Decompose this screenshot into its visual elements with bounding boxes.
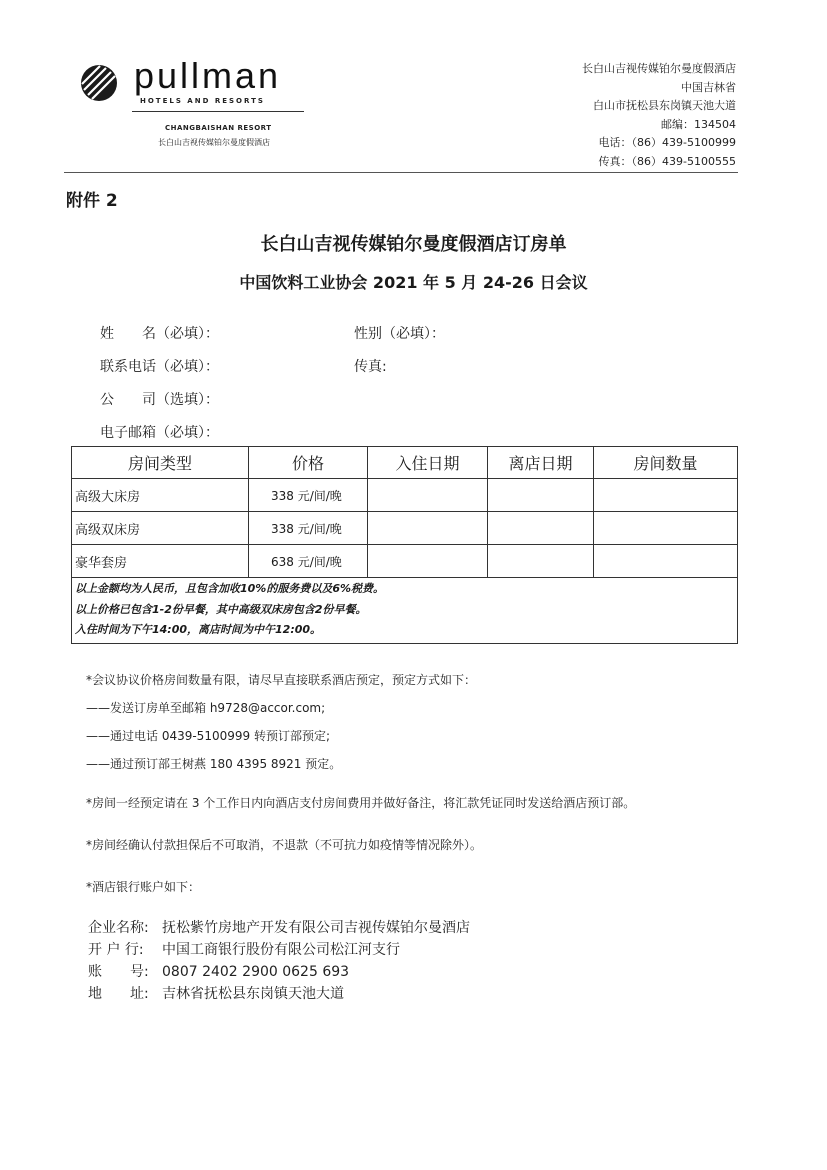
room-price-cell: 338 元/间/晚 — [249, 512, 368, 545]
brand-logo-text: pullman — [134, 55, 282, 96]
note-line: 以上价格已包含1-2份早餐，其中高级双床房包含2份早餐。 — [75, 602, 367, 616]
hotel-address-block — [582, 60, 736, 171]
address-line: 中国吉林省 — [681, 80, 736, 94]
note-line: 以上金额均为人民币，且包含加收10%的服务费以及6%税费。 — [75, 582, 385, 595]
checkout-date-cell[interactable] — [488, 479, 594, 512]
room-type-cell: 豪华套房 — [72, 545, 249, 578]
gender-field-label: 性别（必填）： — [354, 326, 445, 342]
checkin-date-cell[interactable] — [368, 512, 488, 545]
bank-address-label: 地 址: — [88, 986, 149, 1002]
bank-company-label: 企业名称: — [88, 920, 149, 936]
bank-name-label: 开 户 行: — [88, 942, 144, 958]
column-header: 房间类型 — [72, 447, 249, 479]
fax-field-label: 传真: — [354, 359, 387, 375]
bank-account-value: 0807 2402 2900 0625 693 — [162, 964, 350, 980]
table-header-row — [72, 447, 738, 479]
checkout-date-cell[interactable] — [488, 512, 594, 545]
phone-field-label: 联系电话（必填）： — [100, 359, 219, 375]
table-row — [72, 512, 738, 545]
column-header: 离店日期 — [488, 447, 594, 479]
column-header: 入住日期 — [368, 447, 488, 479]
address-line: 传真：（86）439-5100555 — [598, 154, 736, 168]
booking-method: ——发送订房单至邮箱 h9728@accor.com; — [86, 701, 326, 715]
bank-company-line — [88, 917, 470, 937]
company-field-label: 公 司（选填）： — [100, 392, 219, 408]
bank-address-value: 吉林省抚松县东岗镇天池大道 — [162, 986, 344, 1002]
resort-name-en: CHANGBAISHAN RESORT — [165, 124, 272, 132]
room-count-cell[interactable] — [594, 545, 738, 578]
room-type-cell: 高级双床房 — [72, 512, 249, 545]
email-field-label: 电子邮箱（必填）： — [100, 425, 219, 441]
room-price-cell: 338 元/间/晚 — [249, 479, 368, 512]
bank-name-line — [88, 939, 400, 959]
attachment-label: 附件 2 — [66, 191, 118, 211]
table-row — [72, 479, 738, 512]
brand-tagline: HOTELS AND RESORTS — [140, 97, 265, 105]
bank-account-line — [88, 961, 349, 981]
column-header: 价格 — [249, 447, 368, 479]
bank-intro: *酒店银行账户如下： — [86, 880, 201, 894]
payment-note: *房间一经预定请在 3 个工作日内向酒店支付房间费用并做好备注，将汇款凭证同时发送给酒店预订部。 — [86, 796, 636, 810]
room-count-cell[interactable] — [594, 512, 738, 545]
address-line: 白山市抚松县东岗镇天池大道 — [593, 99, 736, 112]
table-row — [72, 545, 738, 578]
room-type-cell: 高级大床房 — [72, 479, 249, 512]
cancellation-note: *房间经确认付款担保后不可取消，不退款（不可抗力如疫情等情况除外）。 — [86, 838, 483, 852]
note-line: 入住时间为下午14:00，离店时间为中午12:00。 — [75, 623, 322, 636]
room-price-cell: 638 元/间/晚 — [249, 545, 368, 578]
bank-address-line — [88, 983, 344, 1003]
booking-method: ——通过电话 0439-5100999 转预订部预定; — [86, 729, 330, 743]
table-notes — [72, 578, 738, 644]
address-line: 长白山吉视传媒铂尔曼度假酒店 — [582, 62, 736, 75]
resort-name-cn: 长白山吉视传媒铂尔曼度假酒店 — [158, 138, 270, 147]
booking-intro: *会议协议价格房间数量有限，请尽早直接联系酒店预定，预定方式如下： — [86, 673, 477, 687]
booking-method: ——通过预订部王树燕 180 4395 8921 预定。 — [86, 757, 342, 771]
pullman-logo-icon — [80, 64, 118, 102]
address-line: 邮编：134504 — [661, 117, 736, 131]
bank-company-value: 抚松紫竹房地产开发有限公司吉视传媒铂尔曼酒店 — [162, 920, 470, 936]
table-notes-row — [72, 578, 738, 644]
bank-name-value: 中国工商银行股份有限公司松江河支行 — [162, 942, 400, 958]
name-field-label: 姓 名（必填）： — [100, 326, 219, 342]
room-booking-table — [71, 446, 738, 644]
bank-account-label: 账 号: — [88, 964, 149, 980]
checkout-date-cell[interactable] — [488, 545, 594, 578]
column-header: 房间数量 — [594, 447, 738, 479]
page-title: 长白山吉视传媒铂尔曼度假酒店订房单 — [260, 234, 567, 255]
checkin-date-cell[interactable] — [368, 545, 488, 578]
checkin-date-cell[interactable] — [368, 479, 488, 512]
address-line: 电话：（86）439-5100999 — [598, 136, 736, 149]
page-subtitle: 中国饮料工业协会 2021 年 5 月 24-26 日会议 — [239, 273, 588, 292]
header-divider — [64, 172, 738, 173]
room-count-cell[interactable] — [594, 479, 738, 512]
logo-divider — [132, 111, 304, 112]
